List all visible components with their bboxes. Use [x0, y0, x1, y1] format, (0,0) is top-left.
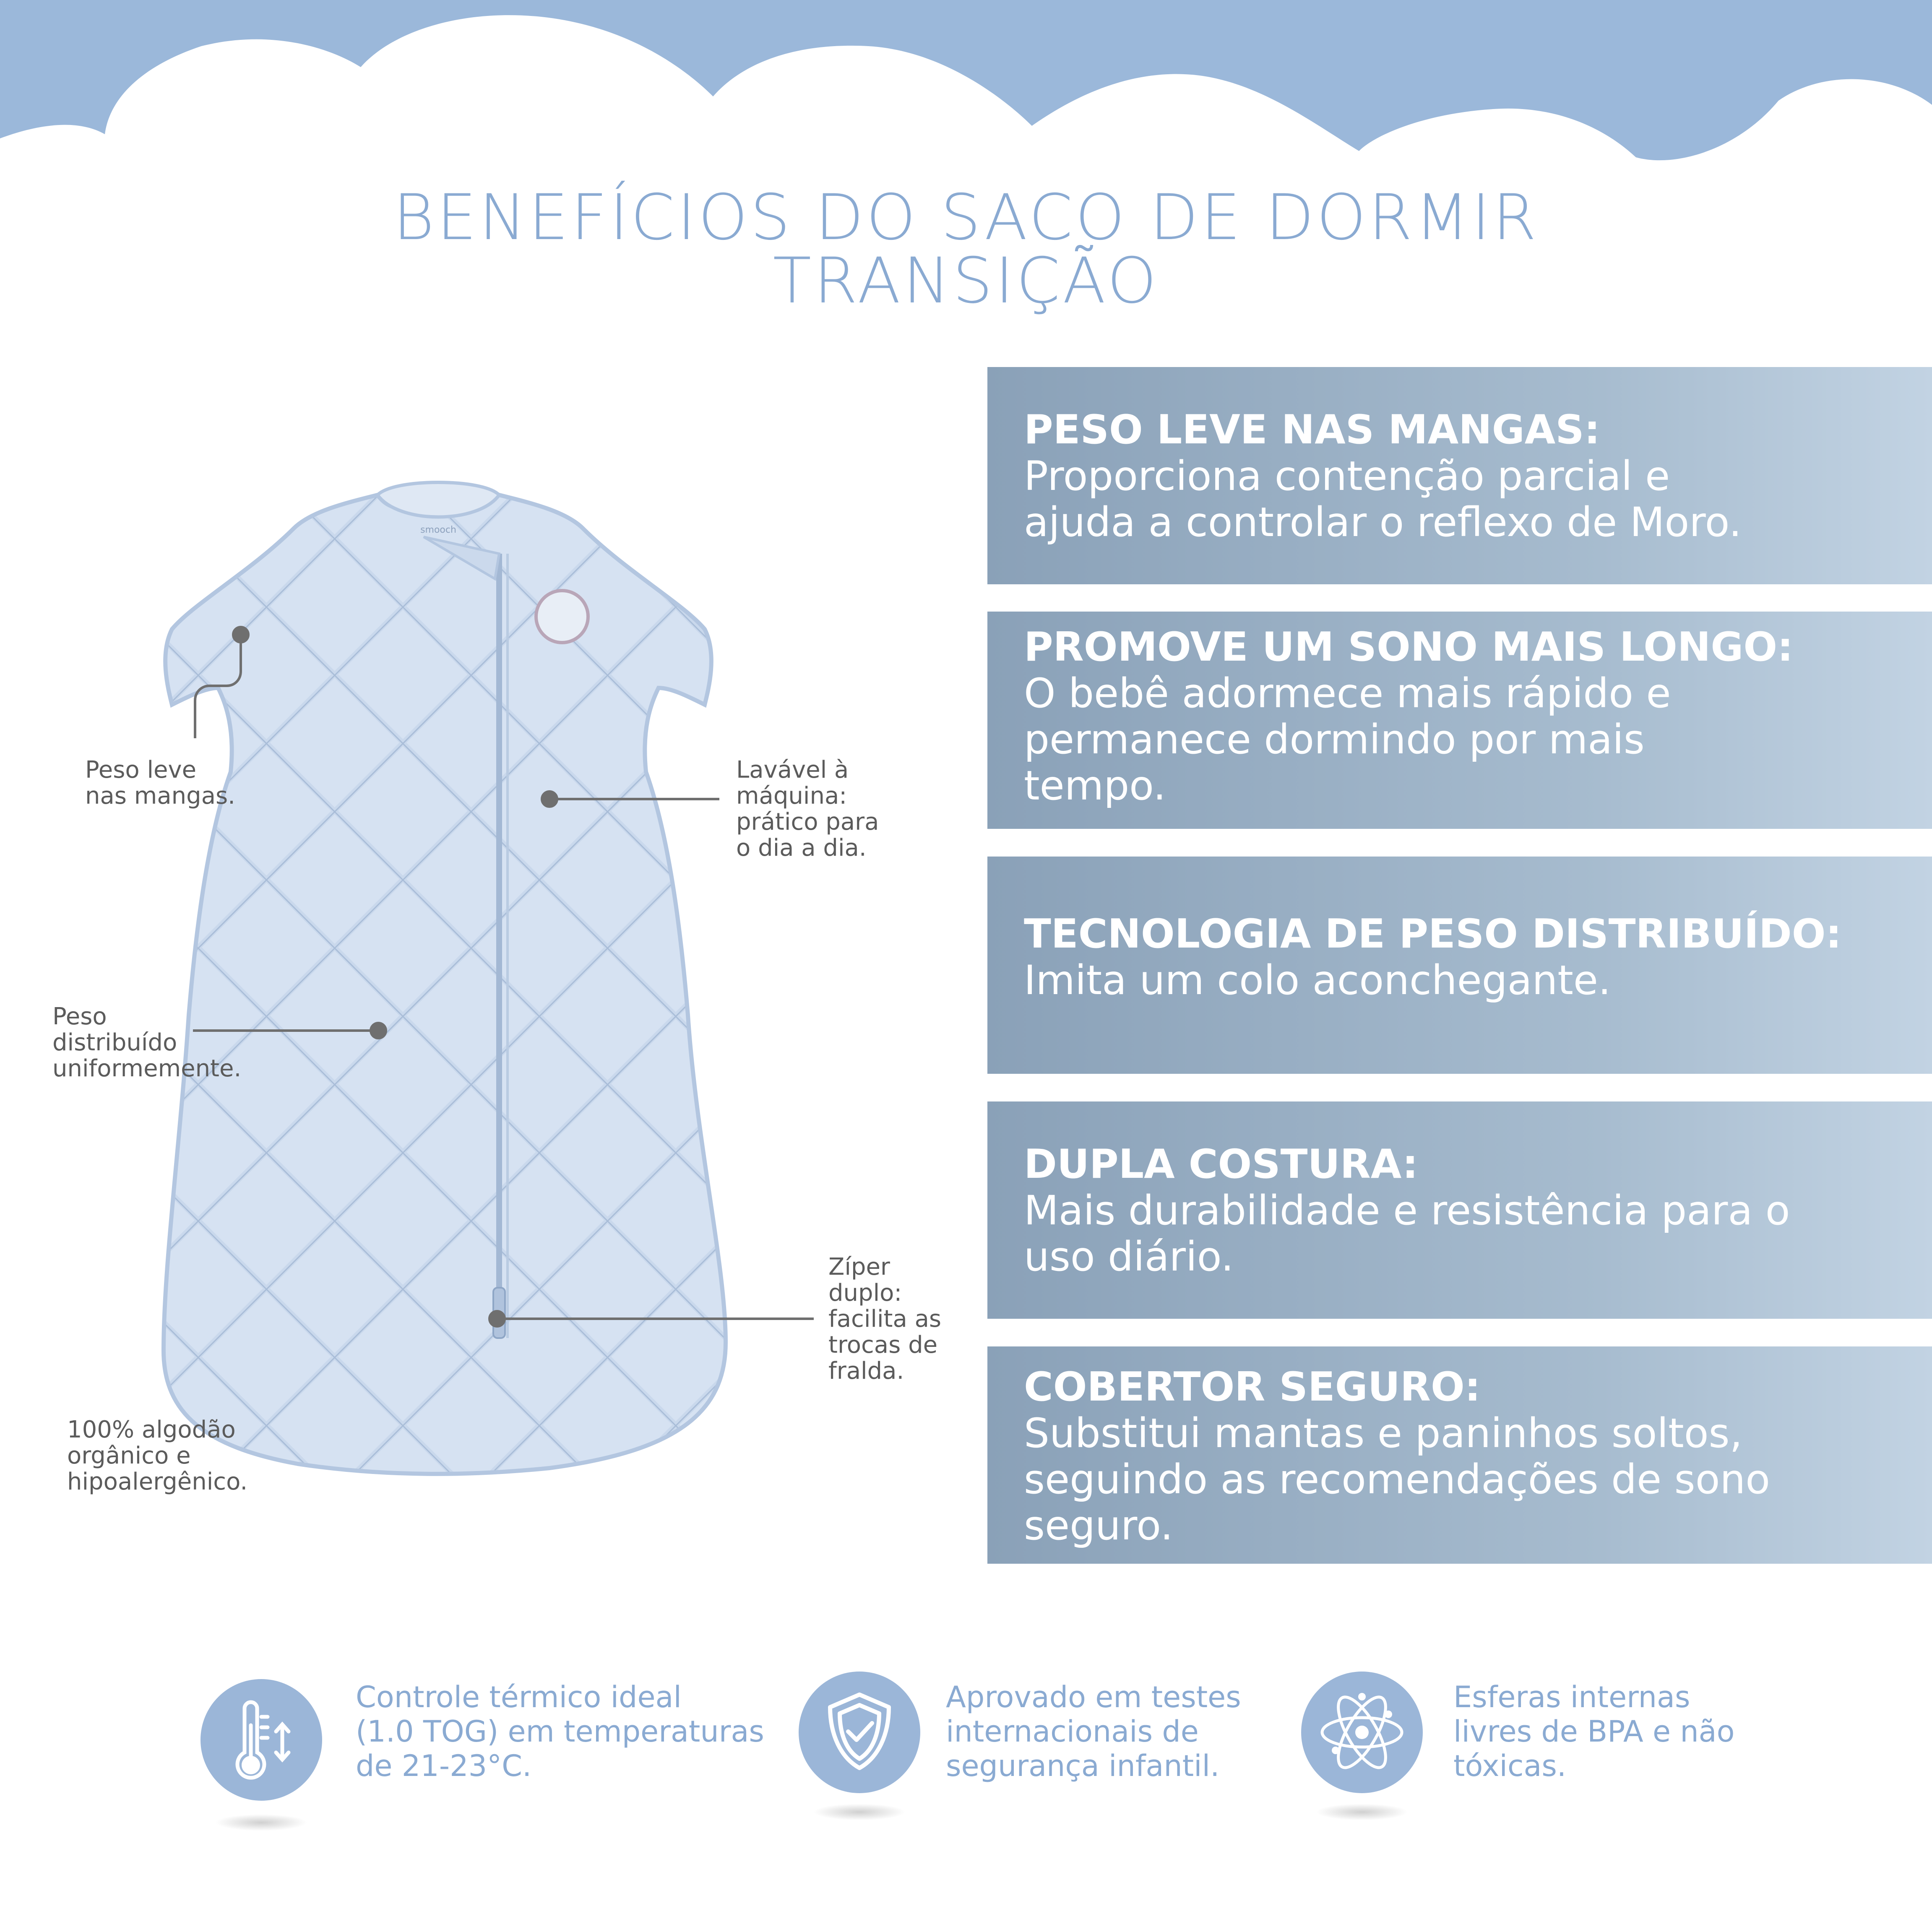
feature-line: internacionais de — [946, 1714, 1199, 1749]
feature-line: de 21-23°C. — [356, 1749, 532, 1783]
callout-sleeves-line: nas mangas. — [85, 782, 235, 810]
benefit-panel-safe-blanket — [987, 1346, 1932, 1564]
callout-zipper-line: fralda. — [828, 1357, 904, 1385]
shield-check-icon — [799, 1672, 920, 1793]
page-title-line-2: TRANSIÇÃO — [773, 245, 1159, 318]
icon-shadow — [215, 1814, 307, 1831]
feature-line: segurança infantil. — [946, 1749, 1220, 1783]
callout-zipper-line: Zíper — [828, 1253, 890, 1281]
feature-line: Aprovado em testes — [946, 1680, 1241, 1714]
callout-washable-line: o dia a dia. — [736, 834, 867, 862]
benefit-panel-weight-tech — [987, 857, 1932, 1074]
sleep-sack-body — [164, 495, 726, 1474]
benefit-line: seguro. — [1024, 1502, 1173, 1549]
callout-sleeves — [85, 757, 235, 809]
logo-patch — [536, 591, 588, 643]
feature-bpa-free — [1453, 1680, 1734, 1783]
benefit-panel-double-stitch — [987, 1101, 1932, 1319]
cloud-shape — [0, 0, 1932, 160]
callout-cotton — [67, 1417, 247, 1495]
feature-line: livres de BPA e não — [1453, 1714, 1735, 1749]
benefit-line: Mais durabilidade e resistência para o — [1024, 1187, 1790, 1234]
callout-washable-line: Lavável à — [736, 756, 849, 784]
benefit-line: Imita um colo aconchegante. — [1024, 957, 1611, 1004]
callout-washable — [736, 757, 879, 861]
benefit-heading: DUPLA COSTURA: — [1024, 1141, 1419, 1187]
callout-weight-line: uniformemente. — [52, 1055, 242, 1082]
feature-line: Controle térmico ideal — [356, 1680, 682, 1714]
benefit-panel-sleeves — [987, 367, 1932, 584]
benefit-line: O bebê adormece mais rápido e — [1024, 670, 1671, 717]
benefit-line: seguindo as recomendações de sono — [1024, 1456, 1770, 1503]
benefit-line: tempo. — [1024, 762, 1166, 809]
zipper-pull — [493, 1288, 505, 1338]
benefit-line: Proporciona contenção parcial e — [1024, 453, 1670, 500]
feature-line: Esferas internas — [1453, 1680, 1690, 1714]
benefit-line: permanece dormindo por mais — [1024, 716, 1645, 763]
callout-zipper-line: duplo: — [828, 1279, 902, 1307]
callout-cotton-line: hipoalergênico. — [67, 1468, 248, 1495]
callout-washable-line: prático para — [736, 808, 879, 836]
sleep-sack-illustration — [130, 470, 747, 1497]
cloud-banner — [0, 0, 1932, 176]
atom-icon — [1301, 1672, 1423, 1793]
page-title-line-1: BENEFÍCIOS DO SACO DE DORMIR — [393, 181, 1539, 254]
callout-zipper-line: trocas de — [828, 1331, 938, 1359]
feature-line: tóxicas. — [1453, 1749, 1567, 1783]
feature-line: (1.0 TOG) em temperaturas — [356, 1714, 764, 1749]
feature-thermal — [356, 1680, 764, 1783]
garment-label: smooch — [420, 525, 456, 535]
feature-tested — [946, 1680, 1241, 1783]
benefit-heading: TECNOLOGIA DE PESO DISTRIBUÍDO: — [1024, 911, 1842, 957]
benefit-heading: PROMOVE UM SONO MAIS LONGO: — [1024, 624, 1794, 670]
callout-cotton-line: 100% algodão — [67, 1416, 236, 1443]
callout-sleeves-line: Peso leve — [85, 756, 197, 784]
benefit-line: uso diário. — [1024, 1233, 1234, 1280]
icon-shadow — [1316, 1804, 1408, 1820]
icon-shadow — [813, 1804, 906, 1820]
benefit-heading: COBERTOR SEGURO: — [1024, 1364, 1481, 1410]
callout-weight — [52, 1004, 241, 1082]
benefit-heading: PESO LEVE NAS MANGAS: — [1024, 407, 1600, 453]
benefit-line: Substitui mantas e paninhos soltos, — [1024, 1410, 1743, 1457]
callout-zipper — [828, 1254, 941, 1384]
thermometer-icon — [200, 1679, 322, 1801]
benefit-line: ajuda a controlar o reflexo de Moro. — [1024, 499, 1742, 546]
benefit-panel-longer-sleep — [987, 612, 1932, 829]
callout-weight-line: Peso — [52, 1003, 107, 1030]
callout-zipper-line: facilita as — [828, 1305, 942, 1333]
callout-cotton-line: orgânico e — [67, 1442, 191, 1469]
callout-washable-line: máquina: — [736, 782, 847, 810]
callout-weight-line: distribuído — [52, 1029, 177, 1056]
